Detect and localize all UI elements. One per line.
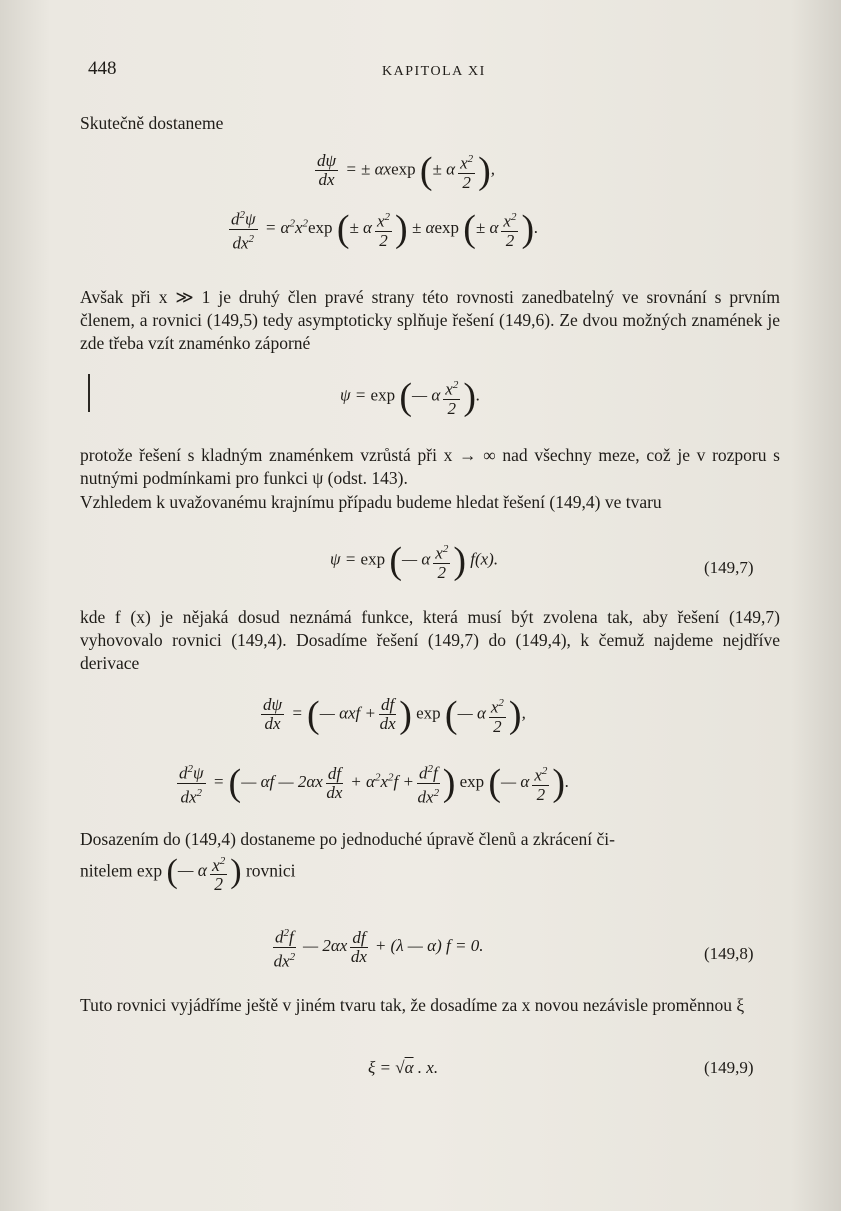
equation-number-149-9: (149,9): [704, 1058, 754, 1077]
paragraph-intro: Skutečně dostaneme: [80, 113, 224, 133]
equation-psi-first-derivative: $\frac{d\psi}{dx}$ = (— αxf + $\frac{df}{dx}$ ) exp (— α $\frac{x^2}{2}$ ),: [263, 693, 526, 736]
reduction-text-post: rovnici: [245, 860, 296, 881]
paragraph-reduction-cont: nitelem exp (— α $\frac{x^2}{2}$ ) rovnici: [80, 853, 296, 894]
chapter-title: KAPITOLA XI: [382, 64, 486, 79]
equation-psi-second-derivative: $\frac{d^2\psi}{dx^2}$ = (— αf — 2αx $\frac{df}{dx}$ + $\alpha^2x^2f$ + $\frac{d^2f}{dx^2}$ ) exp (— α $\frac{x^2}{2}$ ).: [174, 760, 569, 806]
equation-149-7: ψ = exp (— α $\frac{x^2}{2}$ ) f(x).: [330, 539, 499, 582]
equation-149-8: $\frac{d^2f}{dx^2}$ — 2αx $\frac{df}{dx}$ + (λ — α) f = 0.: [270, 924, 483, 970]
reduction-text-pre: nitelem exp: [80, 860, 163, 881]
paragraph-new-variable: Tuto rovnici vyjádříme ještě v jiném tvaru tak, že dosadíme za x novou nezávisle proměnnou ξ: [80, 995, 745, 1015]
equation-number-149-7: (149,7): [704, 558, 754, 577]
equation-149-9: ξ = √α . x.: [368, 1058, 439, 1077]
margin-mark: [88, 374, 90, 412]
equation-number-149-8: (149,8): [704, 944, 754, 963]
paragraph-form: Vzhledem k uvažovanému krajnímu případu budeme hledat řešení (149,4) ve tvaru: [80, 492, 662, 512]
paragraph-reduction: Dosazením do (149,4) dostaneme po jednoduché úpravě členů a zkrácení či-: [80, 829, 615, 849]
equation-second-derivative: $\frac{d^2\psi}{dx^2}$ = $\alpha^2x^2\exp$ (± α $\frac{x^2}{2}$ ) ± αexp (± α $\frac{x^2}{2}$ ).: [226, 206, 538, 252]
paragraph-asymptotic: Avšak při x ≫ 1 je druhý člen pravé strany této rovnosti zanedbatelný ve srovnání s prvním členem, a rovnici (149,5) tedy asymptoticky splňuje řešení (149,6). Ze dvou možných znamének je zde třeba vzít znaménko záporné: [80, 287, 780, 353]
equation-psi: ψ = exp (— α $\frac{x^2}{2}$ ).: [340, 375, 481, 418]
paragraph-reason: protože řešení s kladným znaménkem vzrůstá při x → ∞ nad všechny meze, což je v rozporu s nutnými podmínkami pro funkci ψ (odst. 143).: [80, 445, 780, 488]
page-number: 448: [88, 58, 117, 79]
equation-first-derivative: $\frac{d\psi}{dx}$ = ± αxexp (± α $\frac{x^2}{2}$ ),: [317, 149, 496, 192]
paragraph-substitution: kde f (x) je nějaká dosud neznámá funkce, která musí být zvolena tak, aby řešení (149,7) vyhovovalo rovnici (149,4). Dosadíme řešení (149,7) do (149,4), k čemuž najdeme nejdříve derivace: [80, 607, 780, 673]
